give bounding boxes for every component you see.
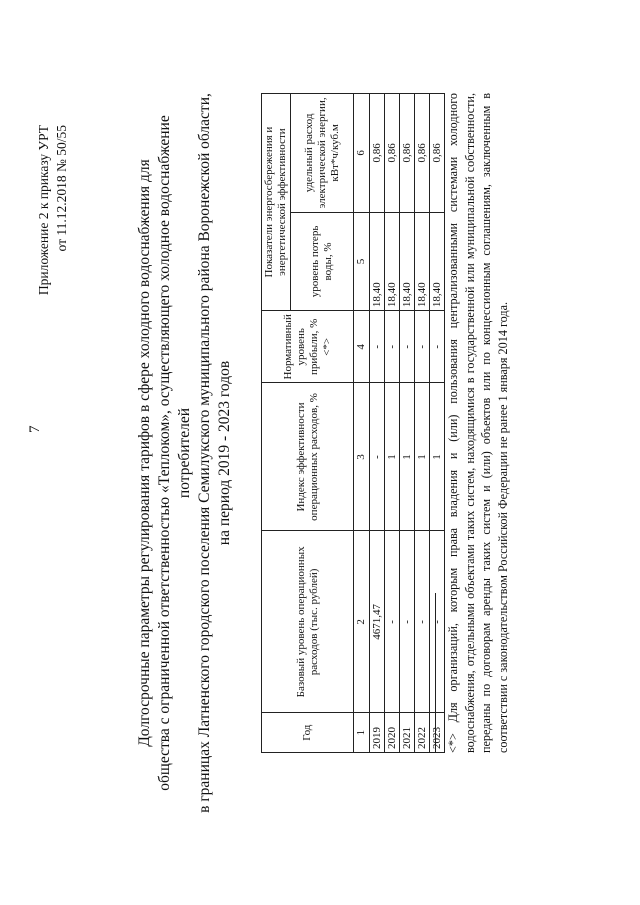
cell-base-level: - (430, 531, 445, 713)
page-number: 7 (27, 425, 43, 433)
header-efficiency-index: Индекс эффективности операционных расходов, % (262, 383, 354, 531)
table-row (430, 94, 445, 753)
table-row (400, 94, 415, 753)
title-line-4: на период 2019 - 2023 годов (216, 360, 233, 546)
col-number: 2 (354, 531, 370, 713)
header-electricity: удельный расход электрической энергии, кВт*ч/куб.м (291, 94, 354, 213)
cell-efficiency-index: 1 (430, 383, 445, 531)
parameters-table (261, 93, 445, 753)
header-energy-group: Показатели энергосбережения и энергетической эффективности (262, 94, 291, 311)
table-row (415, 94, 430, 753)
cell-year: 2019 (370, 713, 385, 753)
header-base-level: Базовый уровень операционных расходов (тыс. рублей) (262, 531, 354, 713)
cell-efficiency-index: 1 (415, 383, 430, 531)
header-year: Год (262, 713, 354, 753)
cell-base-level: - (385, 531, 400, 713)
cell-electricity: 0,86 (415, 94, 430, 213)
title-line-1: Долгосрочные параметры регулирования тарифов в сфере холодного водоснабжения для (136, 159, 153, 747)
header-profit-level: Нормативный уровень прибыли, % <*> (262, 311, 354, 383)
cell-base-level: - (400, 531, 415, 713)
table-row (370, 94, 385, 753)
cell-efficiency-index: - (370, 383, 385, 531)
cell-profit-level: - (430, 311, 445, 383)
footnote-divider (435, 593, 436, 753)
col-number: 5 (354, 212, 370, 310)
cell-base-level: 4671,47 (370, 531, 385, 713)
col-number: 1 (354, 713, 370, 753)
cell-profit-level: - (370, 311, 385, 383)
cell-electricity: 0,86 (385, 94, 400, 213)
cell-electricity: 0,86 (370, 94, 385, 213)
document-title (135, 93, 235, 813)
cell-year: 2022 (415, 713, 430, 753)
cell-profit-level: - (400, 311, 415, 383)
cell-profit-level: - (415, 311, 430, 383)
cell-water-loss: 18,40 (385, 212, 400, 310)
appendix-line-2: от 11.12.2018 № 50/55 (54, 125, 69, 252)
header-water-loss: уровень потерь воды, % (291, 212, 354, 310)
column-number-row (354, 94, 370, 753)
col-number: 4 (354, 311, 370, 383)
cell-base-level: - (415, 531, 430, 713)
cell-efficiency-index: 1 (400, 383, 415, 531)
cell-year: 2023 (430, 713, 445, 753)
cell-water-loss: 18,40 (415, 212, 430, 310)
cell-electricity: 0,86 (430, 94, 445, 213)
title-line-3: в границах Латненского городского поселения Семилукского муниципального района Воронежской области, (196, 93, 213, 813)
document-sheet (15, 13, 625, 893)
col-number: 3 (354, 383, 370, 531)
table-row (385, 94, 400, 753)
cell-profit-level: - (385, 311, 400, 383)
cell-water-loss: 18,40 (400, 212, 415, 310)
parameters-table-wrapper (261, 93, 445, 753)
cell-year: 2020 (385, 713, 400, 753)
cell-efficiency-index: 1 (385, 383, 400, 531)
footnote: <*> Для организаций, которым права владения и (или) пользования централизованными системами холодного водоснабжения, отдельными объектами таких систем, находящимися в государственной или муниципальной собственности, переданы по договорам аренды таких систем и (или) объектов или по концессионным соглашениям, заключенным в соответствии с законодательством Российской Федерации не ранее 1 января 2014 года. (446, 93, 510, 753)
title-line-2: общества с ограниченной ответственностью «Теплоком», осуществляющего холодное водоснабжение потребителей (156, 115, 193, 791)
cell-water-loss: 18,40 (370, 212, 385, 310)
appendix-reference (35, 125, 71, 295)
cell-water-loss: 18,40 (430, 212, 445, 310)
cell-electricity: 0,86 (400, 94, 415, 213)
col-number: 6 (354, 94, 370, 213)
cell-year: 2021 (400, 713, 415, 753)
appendix-line-1: Приложение 2 к приказу УРТ (36, 125, 51, 296)
